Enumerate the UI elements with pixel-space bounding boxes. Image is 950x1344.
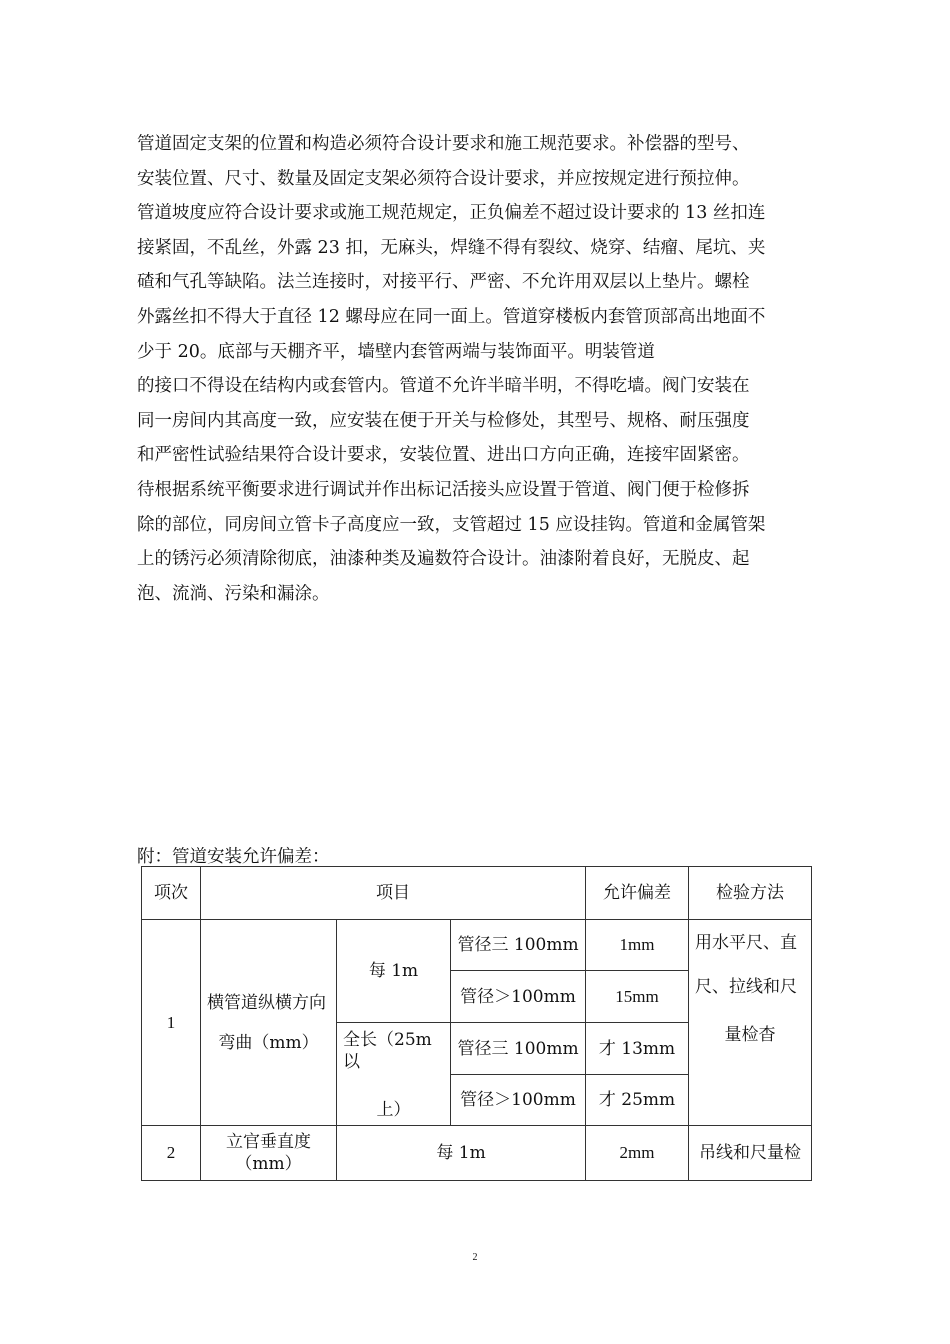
row1-t3: 才 13mm [586, 1023, 689, 1075]
row1-t4: 才 25mm [586, 1075, 689, 1126]
row1-t1: 1mm [586, 920, 689, 971]
row2-per-m: 每 1m [337, 1126, 586, 1181]
row1-full-b: 上） [376, 1100, 411, 1120]
table-row [142, 1126, 812, 1181]
page-number: 2 [472, 1252, 478, 1263]
text-line: 少于 20。底部与天棚齐平，墙壁内套管两端与装饰面平。明装管道 [137, 341, 655, 362]
header-tolerance: 允许偏差 [586, 867, 689, 920]
text-line: 同一房间内其高度一致，应安装在便于开关与检修处，其型号、规格、耐压强度 [137, 410, 750, 431]
text-line: 泡、流淌、污染和漏涂。 [137, 583, 330, 604]
row1-t2: 15mm [586, 971, 689, 1023]
text-line: 管道固定支架的位置和构造必须符合设计要求和施工规范要求。补偿器的型号、 [137, 134, 750, 154]
text-line: 碴和气孔等缺陷。法兰连接时，对接平行、严密、不允许用双层以上垫片。螺栓 [137, 272, 750, 293]
body-paragraph [137, 127, 827, 611]
row2-no: 2 [142, 1126, 201, 1181]
table-caption: 附：管道安装允许偏差： [137, 847, 330, 867]
row1-d3: 管径三 100mm [451, 1023, 586, 1075]
text-line: 管道坡度应符合设计要求或施工规范规定，正负偏差不超过设计要求的 13 丝扣连 [137, 203, 766, 224]
row1-method-c: 量检杳 [724, 1025, 776, 1045]
row1-item-sub: 弯曲（mm） [218, 1032, 319, 1053]
row2-tol: 2mm [586, 1126, 689, 1181]
row1-item [201, 920, 337, 1126]
table-header-row [142, 867, 812, 920]
text-line: 待根据系统平衡要求进行调试并作出标记活接头应设置于管道、阀门便于检修拆 [137, 479, 750, 500]
text-line: 上的锈污必须清除彻底，油漆种类及遍数符合设计。油漆附着良好，无脱皮、起 [137, 549, 750, 570]
text-line: 接紧固，不乱丝，外露 23 扣，无麻头，焊缝不得有裂纹、烧穿、结瘤、尾坑、夹 [137, 237, 766, 258]
text-line: 外露丝扣不得大于直径 12 螺母应在同一面上。管道穿楼板内套管顶部高出地面不 [137, 306, 766, 327]
text-line: 除的部位，同房间立管卡子高度应一致，支管超过 15 应设挂钩。管道和金属管架 [137, 514, 766, 535]
row1-d4: 管径＞100mm [451, 1075, 586, 1126]
row1-full-length [337, 1023, 451, 1126]
row1-item-main: 横管道纵横方向 [207, 992, 326, 1013]
header-method: 检验方法 [689, 867, 812, 920]
pipe-tolerance-table [141, 866, 812, 1181]
header-item: 项目 [201, 867, 586, 920]
row1-method [689, 920, 812, 1126]
row1-method-a: 用水平尺、直 [695, 933, 798, 953]
row1-per-m: 每 1m [337, 920, 451, 1023]
text-line: 的接口不得设在结构内或套管内。管道不允许半暗半明，不得吃墙。阀门安装在 [137, 376, 750, 397]
table-row [142, 920, 812, 971]
row2-method: 吊线和尺量检 [689, 1126, 812, 1181]
row1-full-a: 全长（25m 以 [343, 1030, 432, 1072]
row2-item: 立官垂直度（mm） [201, 1126, 337, 1181]
row1-no: 1 [142, 920, 201, 1126]
row1-method-b: 尺、拉线和尺 [695, 977, 798, 997]
row1-d1: 管径三 100mm [451, 920, 586, 971]
row1-d2: 管径＞100mm [451, 971, 586, 1023]
text-line: 安装位置、尺寸、数量及固定支架必须符合设计要求，并应按规定进行预拉伸。 [137, 168, 750, 189]
text-line: 和严密性试验结果符合设计要求，安装位置、进出口方向正确，连接牢固紧密。 [137, 445, 750, 466]
header-no: 项次 [142, 867, 201, 920]
